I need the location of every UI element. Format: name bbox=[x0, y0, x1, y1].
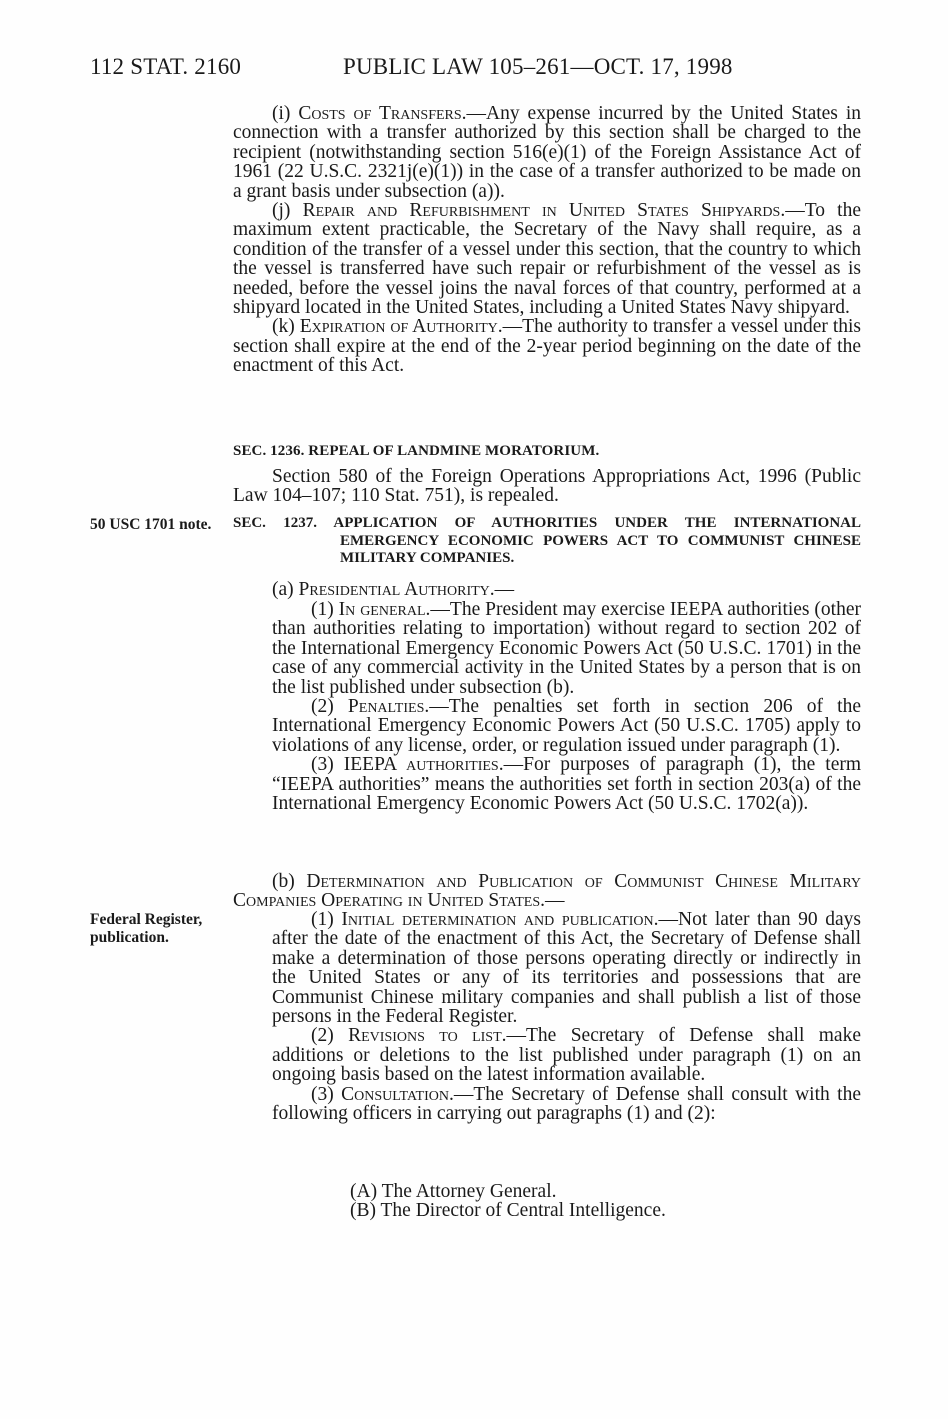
margin-note-usc: 50 USC 1701 note. bbox=[90, 516, 212, 533]
section-1236 bbox=[233, 442, 861, 506]
subsection-i-k-block bbox=[233, 104, 861, 376]
paragraph-a3: (3) IEEPA authorities.—For purposes of paragraph (1), the term “IEEPA authorities” means the authorities set forth in section 203(a) of the International Emergency Economic Powers Act (50 U.S.C. 1702(a)). bbox=[272, 754, 862, 815]
public-law-title: PUBLIC LAW 105–261—OCT. 17, 1998 bbox=[343, 54, 733, 79]
margin-note-federal-register: Federal Register, publication. bbox=[90, 911, 203, 946]
subsection-b-paragraphs bbox=[272, 910, 861, 1123]
paragraph-b1: (1) Initial determination and publication.—Not later than 90 days after the date of the enactment of this Act, the Secretary of Defense shall make a determination of those persons operating directly or indirectly in the United States or any of its territories and possessions that are Communist Chinese military companies and shall publish a list of those persons in the Federal Register. bbox=[272, 909, 861, 1028]
section-1236-heading: SEC. 1236. REPEAL OF LANDMINE MORATORIUM. bbox=[233, 443, 600, 459]
subsection-i-heading: Costs of Transfers. bbox=[298, 103, 467, 124]
section-1236-text: Section 580 of the Foreign Operations Appropriations Act, 1996 (Public Law 104–107; 110 Stat. 751), is repealed. bbox=[233, 466, 861, 507]
subsection-a-paragraphs bbox=[272, 600, 861, 813]
statute-page-number: 112 STAT. 2160 bbox=[90, 54, 242, 79]
subsection-j-heading: Repair and Refurbishment in United States Shipyards. bbox=[302, 200, 786, 222]
subsection-b-heading: Determination and Publication of Communist Chinese Military Companies Operating in United States. bbox=[233, 871, 861, 912]
paragraph-b3: (3) Consultation.—The Secretary of Defense shall consult with the following officers in carrying out paragraphs (1) and (2): bbox=[272, 1083, 861, 1125]
subsection-k: (k) Expiration of Authority.—The authority to transfer a vessel under this section shall expire at the end of the 2-year period beginning on the date of the enactment of this Act. bbox=[233, 316, 861, 377]
list-item-a: (A) The Attorney General. bbox=[350, 1181, 557, 1202]
subsection-b: (b) Determination and Publication of Communist Chinese Military Companies Operating in United States.— bbox=[233, 871, 861, 912]
section-1237 bbox=[233, 515, 861, 568]
paragraph-b2: (2) Revisions to list.—The Secretary of Defense shall make additions or deletions to the list published under paragraph (1) on an ongoing basis based on the latest information available. bbox=[272, 1025, 861, 1086]
subsection-j: (j) Repair and Refurbishment in United States Shipyards.—To the maximum extent practicable, the Secretary of the Navy shall require, as a condition of the transfer of a vessel under this section, that the country to which the vessel is transferred have such repair or refurbishment of the vessel as is needed, before the vessel joins the naval forces of that country, performed at a shipyard located in the United States, including a United States Navy shipyard. bbox=[233, 200, 861, 319]
subsection-a-heading: Presidential Authority. bbox=[298, 579, 495, 600]
subsection-i: (i) Costs of Transfers.—Any expense incurred by the United States in connection with a transfer authorized by this section shall be charged to the recipient (notwithstanding section 516(e)(1) of the Foreign Assistance Act of 1961 (22 U.S.C. 2321j(e)(1)) in the case of a transfer authorized to be made on a grant basis under subsection (a)). bbox=[233, 103, 861, 202]
paragraph-a1: (1) In general.—The President may exercise IEEPA authorities (other than authorities relating to importation) without regard to section 202 of the International Emergency Economic Powers Act (50 U.S.C. 1701) in the case of any commercial activity in the United States by a person that is on the list published under subsection (b). bbox=[272, 599, 861, 698]
section-1237-heading: SEC. 1237. APPLICATION OF AUTHORITIES UNDER THE INTERNATIONAL EMERGENCY ECONOMIC POWERS ACT TO COMMUNIST CHINESE MILITARY COMPANIES. bbox=[233, 515, 861, 566]
subsection-a: (a) Presidential Authority.— bbox=[272, 579, 515, 600]
subsection-k-heading: Expiration of Authority. bbox=[299, 316, 503, 338]
list-item-b: (B) The Director of Central Intelligence. bbox=[350, 1200, 666, 1221]
paragraph-a2: (2) Penalties.—The penalties set forth in section 206 of the International Emergency Economic Powers Act (50 U.S.C. 1705) apply to violations of any license, order, or regulation issued under paragraph (1). bbox=[272, 696, 861, 756]
